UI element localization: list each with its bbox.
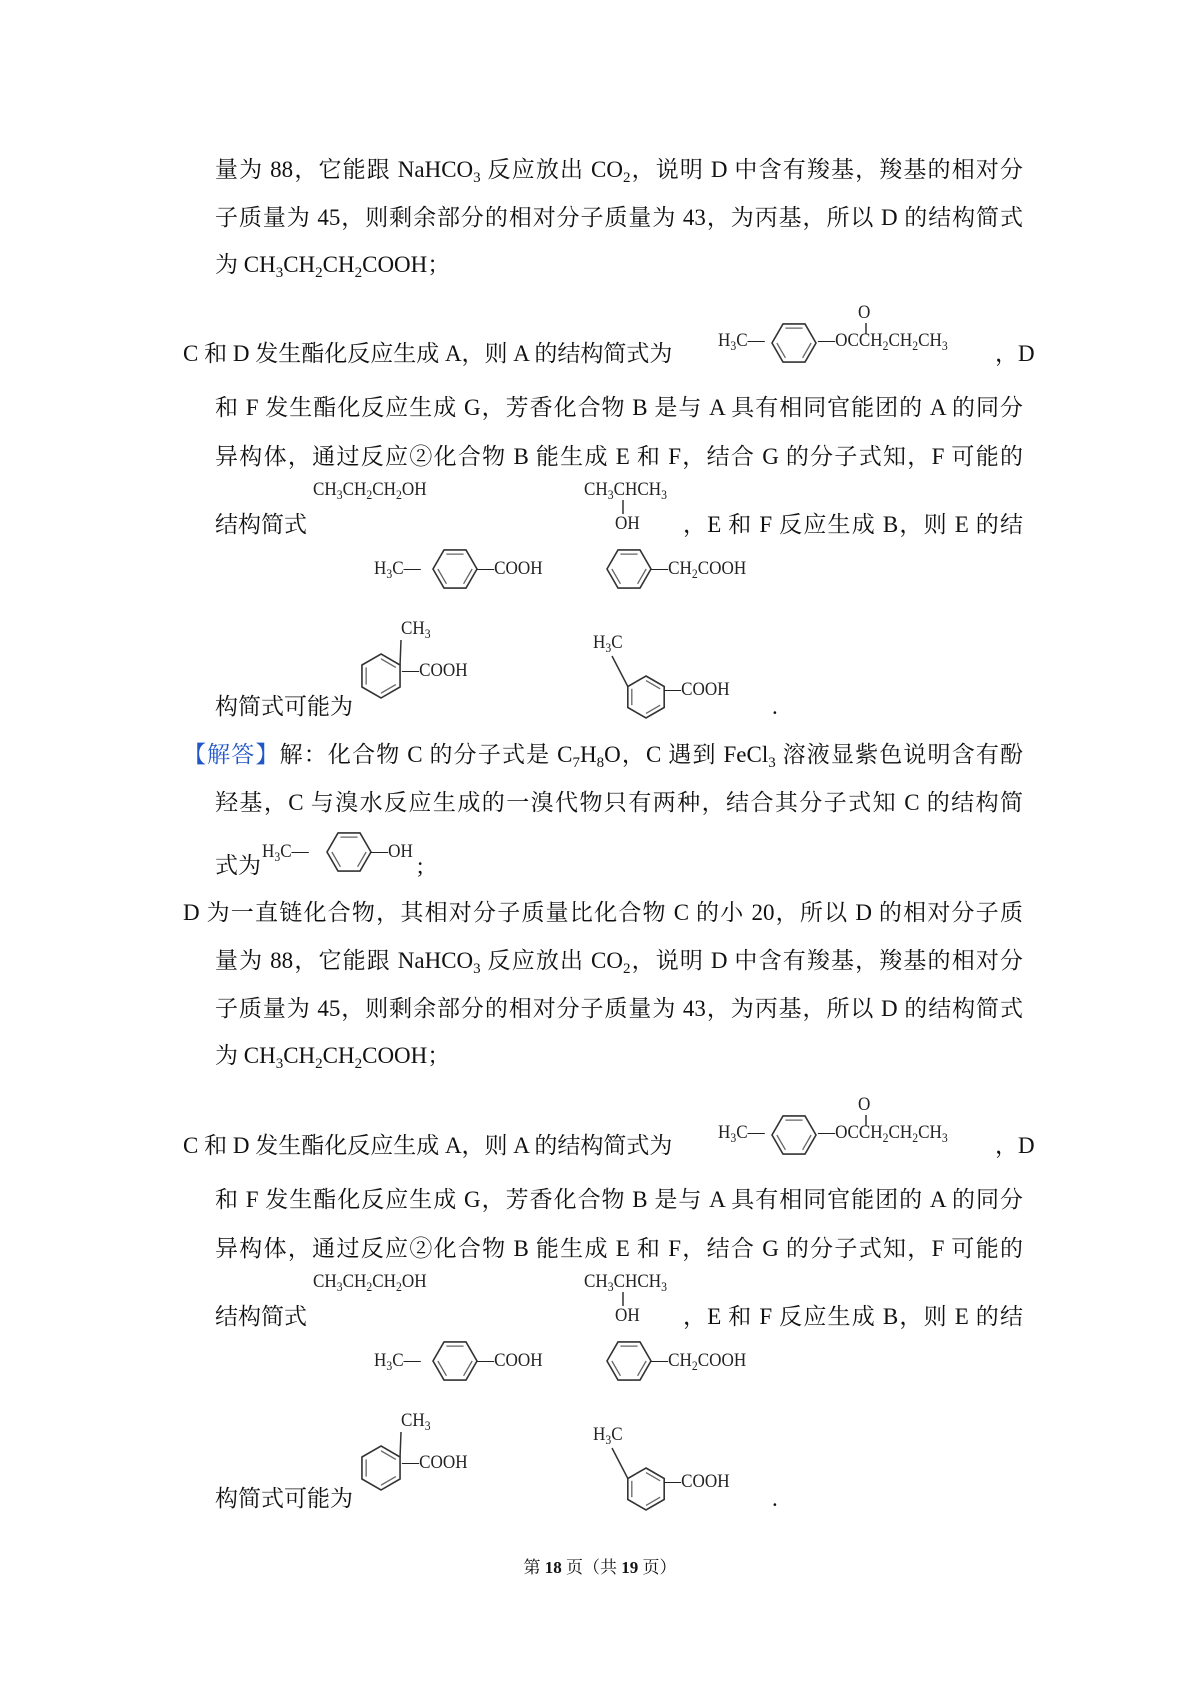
text-segment: H bbox=[718, 1122, 731, 1143]
benzene-ring-icon bbox=[327, 833, 371, 871]
text-segment: CH bbox=[313, 1271, 337, 1292]
text-segment: CH bbox=[283, 252, 316, 277]
benzene-ring-icon bbox=[362, 1446, 400, 1490]
answer-line bbox=[417, 851, 423, 881]
structure-e4-cooh bbox=[664, 679, 730, 701]
subscript: 2 bbox=[882, 1130, 889, 1145]
text-segment: OH bbox=[615, 1305, 640, 1326]
paragraph-line bbox=[215, 1302, 307, 1332]
text-segment: 和 F 发生酯化反应生成 G，芳香化合物 B 是与 A 具有相同官能团的 A 的同分 bbox=[215, 1187, 1023, 1212]
structure-f-propanol bbox=[313, 1271, 427, 1293]
double-bond-line bbox=[381, 685, 396, 694]
text-segment: H bbox=[374, 558, 387, 579]
subscript: 7 bbox=[572, 755, 581, 771]
paragraph-line bbox=[215, 393, 1023, 423]
structure-e3-cooh bbox=[402, 1452, 468, 1474]
structure-f-isopropanol bbox=[584, 479, 667, 501]
subscript: 3 bbox=[607, 1279, 614, 1294]
text-segment: H bbox=[374, 1350, 387, 1371]
subscript: 3 bbox=[336, 1279, 343, 1294]
paragraph-line bbox=[183, 898, 1023, 928]
text-segment: COOH bbox=[697, 1350, 747, 1371]
paragraph-line bbox=[683, 1302, 1023, 1332]
subscript: 3 bbox=[768, 755, 776, 771]
paragraph-line bbox=[215, 442, 1023, 472]
double-bond-line bbox=[358, 852, 367, 867]
paragraph-line bbox=[215, 994, 1023, 1024]
text-segment: —CH bbox=[651, 1350, 692, 1371]
paragraph-line bbox=[995, 1131, 1035, 1161]
bond-line bbox=[400, 1432, 401, 1457]
subscript: 2 bbox=[395, 487, 402, 502]
text-segment: ; bbox=[417, 853, 424, 878]
text-segment: COOH； bbox=[362, 1043, 451, 1068]
double-bond-line bbox=[381, 1477, 396, 1486]
double-bond-line bbox=[438, 1361, 447, 1376]
double-bond-line bbox=[612, 569, 621, 584]
text-segment: CH bbox=[322, 252, 355, 277]
page-number: 19 bbox=[621, 1558, 639, 1577]
subscript: 8 bbox=[596, 755, 605, 771]
structure-e4-methyl bbox=[593, 632, 623, 654]
text-segment: CH bbox=[322, 1043, 355, 1068]
structure-e1-methyl bbox=[374, 1350, 421, 1372]
text-segment: C 和 D 发生酯化反应生成 A，则 A 的结构简式为 bbox=[183, 341, 673, 366]
text-segment: OH bbox=[401, 1271, 427, 1292]
paragraph-line bbox=[995, 339, 1035, 369]
benzene-ring-icon bbox=[433, 550, 477, 588]
double-bond-line bbox=[646, 681, 660, 689]
subscript: 2 bbox=[354, 1056, 363, 1072]
paragraph-line bbox=[772, 692, 778, 722]
subscript: 2 bbox=[691, 1358, 698, 1373]
page-number: 18 bbox=[544, 1558, 562, 1577]
double-bond-line bbox=[464, 1361, 473, 1376]
structure-e1-cooh bbox=[477, 558, 543, 580]
structure-c-methyl bbox=[262, 841, 309, 863]
paragraph-line bbox=[215, 692, 353, 722]
text-segment: ，E 和 F 反应生成 B，则 E 的结 bbox=[683, 512, 1023, 537]
text-segment: CH bbox=[372, 479, 396, 500]
bond-line bbox=[400, 640, 401, 665]
subscript: 2 bbox=[315, 265, 323, 281]
text-segment: . bbox=[772, 694, 778, 719]
text-segment: —COOH bbox=[402, 1452, 468, 1473]
text-segment: ，D bbox=[995, 341, 1035, 366]
structure-e1-methyl bbox=[374, 558, 421, 580]
text-segment: . bbox=[772, 1486, 778, 1511]
structure-a-ester-chain bbox=[818, 1122, 948, 1144]
text-segment: 反应放出 CO bbox=[480, 157, 623, 182]
answer-line bbox=[215, 788, 1023, 818]
subscript: 3 bbox=[424, 1418, 431, 1433]
text-segment: —COOH bbox=[664, 679, 730, 700]
text-segment: 构简式可能为 bbox=[215, 694, 353, 719]
text-segment: CH bbox=[888, 1122, 913, 1143]
paragraph-line bbox=[215, 1041, 450, 1071]
text-segment: H bbox=[262, 841, 275, 862]
structure-a-methyl bbox=[718, 330, 765, 352]
text-segment: COOH bbox=[697, 558, 747, 579]
structure-e3-methyl bbox=[401, 618, 431, 640]
subscript: 3 bbox=[605, 1432, 612, 1447]
double-bond-line bbox=[803, 1135, 812, 1150]
text-segment: 解：化合物 C 的分子式是 C bbox=[279, 742, 573, 767]
text-segment: ，E 和 F 反应生成 B，则 E 的结 bbox=[683, 1304, 1023, 1329]
text-segment: 结构简式 bbox=[215, 512, 307, 537]
footer-text: 页） bbox=[638, 1558, 677, 1577]
text-segment: CH bbox=[313, 479, 337, 500]
structure-a-methyl bbox=[718, 1122, 765, 1144]
paragraph-line bbox=[215, 250, 450, 280]
benzene-ring-icon bbox=[433, 1342, 477, 1380]
subscript: 3 bbox=[275, 265, 284, 281]
bond-line bbox=[612, 1448, 628, 1479]
structure-f-propanol bbox=[313, 479, 427, 501]
paragraph-line bbox=[183, 339, 672, 369]
text-segment: CHCH bbox=[613, 1271, 662, 1292]
text-segment: —OCCH bbox=[818, 330, 883, 351]
text-segment: C— bbox=[736, 1122, 765, 1143]
text-segment: ，说明 D 中含有羧基，羧基的相对分 bbox=[630, 157, 1023, 182]
text-segment: CH bbox=[342, 1271, 367, 1292]
text-segment: CH bbox=[584, 479, 608, 500]
structure-e2-ch2cooh bbox=[651, 1350, 746, 1372]
text-segment: —OCCH bbox=[818, 1122, 883, 1143]
text-segment: C— bbox=[736, 330, 765, 351]
structure-a-carbonyl-oxygen bbox=[858, 302, 870, 324]
text-segment: 和 F 发生酯化反应生成 G，芳香化合物 B 是与 A 具有相同官能团的 A 的同分 bbox=[215, 395, 1023, 420]
page-footer bbox=[0, 1553, 1200, 1578]
subscript: 3 bbox=[941, 338, 948, 353]
double-bond-line bbox=[381, 659, 396, 668]
subscript: 2 bbox=[912, 338, 919, 353]
text-segment: 子质量为 45，则剩余部分的相对分子质量为 43，为丙基，所以 D 的结构简式 bbox=[215, 205, 1023, 230]
subscript: 3 bbox=[336, 487, 343, 502]
text-segment: CH bbox=[283, 1043, 316, 1068]
text-segment: C— bbox=[280, 841, 309, 862]
text-segment: 式为 bbox=[215, 853, 261, 878]
structure-e2-ch2cooh bbox=[651, 558, 746, 580]
structure-a-ester-chain bbox=[818, 330, 948, 352]
subscript: 2 bbox=[912, 1130, 919, 1145]
structure-f-isopropanol-oh bbox=[615, 513, 640, 535]
text-segment: O bbox=[858, 302, 871, 323]
structure-c-hydroxyl bbox=[371, 841, 413, 863]
bond-line bbox=[612, 656, 628, 687]
paragraph-line bbox=[183, 1131, 672, 1161]
subscript: 3 bbox=[661, 1279, 667, 1294]
subscript: 2 bbox=[691, 566, 698, 581]
structure-e3-cooh bbox=[402, 660, 468, 682]
double-bond-line bbox=[638, 569, 647, 584]
text-segment: CH bbox=[401, 1410, 425, 1431]
text-segment: 为 CH bbox=[215, 1043, 276, 1068]
double-bond-line bbox=[646, 1497, 660, 1505]
text-segment: —COOH bbox=[477, 558, 543, 579]
double-bond-line bbox=[777, 1135, 786, 1150]
subscript: 3 bbox=[941, 1130, 948, 1145]
structure-f-isopropanol bbox=[584, 1271, 667, 1293]
subscript: 3 bbox=[275, 1056, 284, 1072]
double-bond-line bbox=[464, 569, 473, 584]
text-segment: —COOH bbox=[477, 1350, 543, 1371]
text-segment: H bbox=[593, 632, 606, 653]
footer-text: 页（共 bbox=[561, 1558, 622, 1577]
text-segment: ，说明 D 中含有羧基，羧基的相对分 bbox=[630, 948, 1023, 973]
subscript: 3 bbox=[424, 626, 431, 641]
text-segment: COOH； bbox=[362, 252, 451, 277]
subscript: 2 bbox=[354, 265, 363, 281]
structure-e4-methyl bbox=[593, 1424, 623, 1446]
benzene-ring-icon bbox=[772, 1116, 816, 1154]
subscript: 3 bbox=[473, 170, 481, 186]
benzene-ring-icon bbox=[628, 1468, 664, 1510]
footer-text: 第 bbox=[523, 1558, 545, 1577]
text-segment: 构简式可能为 bbox=[215, 1486, 353, 1511]
structure-e4-cooh bbox=[664, 1471, 730, 1493]
benzene-ring-icon bbox=[362, 654, 400, 698]
subscript: 2 bbox=[882, 338, 889, 353]
text-segment: CH bbox=[584, 1271, 608, 1292]
benzene-ring-icon bbox=[628, 676, 664, 718]
text-segment: C— bbox=[392, 558, 421, 579]
subscript: 2 bbox=[366, 487, 373, 502]
double-bond-line bbox=[381, 1451, 396, 1460]
answer-line bbox=[183, 740, 1023, 770]
benzene-ring-icon bbox=[607, 550, 651, 588]
paragraph-line bbox=[215, 1234, 1023, 1264]
text-segment: 反应放出 CO bbox=[480, 948, 623, 973]
text-segment: C bbox=[611, 632, 623, 653]
paragraph-line bbox=[215, 203, 1023, 233]
text-segment: OH bbox=[401, 479, 427, 500]
double-bond-line bbox=[638, 1361, 647, 1376]
structure-f-isopropanol-oh bbox=[615, 1305, 640, 1327]
text-segment: O bbox=[858, 1094, 871, 1115]
text-segment: 量为 88，它能跟 NaHCO bbox=[215, 157, 474, 182]
paragraph-line bbox=[215, 946, 1023, 976]
text-segment: CH bbox=[372, 1271, 396, 1292]
text-segment: 量为 88，它能跟 NaHCO bbox=[215, 948, 474, 973]
structure-e1-cooh bbox=[477, 1350, 543, 1372]
paragraph-line bbox=[215, 1484, 353, 1514]
benzene-ring-icon bbox=[607, 1342, 651, 1380]
double-bond-line bbox=[332, 852, 341, 867]
text-segment: CH bbox=[342, 479, 367, 500]
text-segment: 为 CH bbox=[215, 252, 276, 277]
subscript: 3 bbox=[607, 487, 614, 502]
paragraph-line bbox=[215, 155, 1023, 185]
answer-tag: 【解答】 bbox=[183, 742, 280, 767]
text-segment: 羟基，C 与溴水反应生成的一溴代物只有两种，结合其分子式知 C 的结构简 bbox=[215, 790, 1023, 815]
paragraph-line bbox=[215, 1185, 1023, 1215]
subscript: 3 bbox=[386, 566, 393, 581]
text-segment: CH bbox=[918, 1122, 942, 1143]
text-segment: CH bbox=[401, 618, 425, 639]
structure-a-carbonyl-oxygen bbox=[858, 1094, 870, 1116]
text-segment: —COOH bbox=[402, 660, 468, 681]
text-segment: OH bbox=[615, 513, 640, 534]
subscript: 2 bbox=[366, 1279, 373, 1294]
subscript: 3 bbox=[274, 849, 281, 864]
double-bond-line bbox=[646, 1473, 660, 1481]
structure-e3-methyl bbox=[401, 1410, 431, 1432]
benzene-ring-icon bbox=[772, 324, 816, 362]
subscript: 3 bbox=[386, 1358, 393, 1373]
subscript: 3 bbox=[605, 640, 612, 655]
text-segment: O，C 遇到 FeCl bbox=[604, 742, 769, 767]
text-segment: CHCH bbox=[613, 479, 662, 500]
subscript: 2 bbox=[395, 1279, 402, 1294]
text-segment: CH bbox=[888, 330, 913, 351]
subscript: 2 bbox=[622, 170, 631, 186]
subscript: 3 bbox=[473, 961, 481, 977]
text-segment: CH bbox=[918, 330, 942, 351]
subscript: 3 bbox=[730, 1130, 737, 1145]
text-segment: C bbox=[611, 1424, 623, 1445]
answer-line bbox=[215, 851, 261, 881]
text-segment: C 和 D 发生酯化反应生成 A，则 A 的结构简式为 bbox=[183, 1133, 673, 1158]
text-segment: 异构体，通过反应②化合物 B 能生成 E 和 F，结合 G 的分子式知，F 可能的 bbox=[215, 1236, 1023, 1261]
subscript: 3 bbox=[661, 487, 667, 502]
double-bond-line bbox=[777, 343, 786, 358]
subscript: 2 bbox=[622, 961, 631, 977]
paragraph-line bbox=[683, 510, 1023, 540]
subscript: 2 bbox=[315, 1056, 323, 1072]
text-segment: —COOH bbox=[664, 1471, 730, 1492]
text-segment: H bbox=[718, 330, 731, 351]
text-segment: 溶液显紫色说明含有酚 bbox=[775, 742, 1023, 767]
subscript: 3 bbox=[730, 338, 737, 353]
paragraph-line bbox=[772, 1484, 778, 1514]
double-bond-line bbox=[803, 343, 812, 358]
double-bond-line bbox=[612, 1361, 621, 1376]
text-segment: —OH bbox=[371, 841, 413, 862]
text-segment: C— bbox=[392, 1350, 421, 1371]
double-bond-line bbox=[438, 569, 447, 584]
text-segment: 异构体，通过反应②化合物 B 能生成 E 和 F，结合 G 的分子式知，F 可能的 bbox=[215, 444, 1023, 469]
text-segment: 子质量为 45，则剩余部分的相对分子质量为 43，为丙基，所以 D 的结构简式 bbox=[215, 996, 1023, 1021]
text-segment: —CH bbox=[651, 558, 692, 579]
text-segment: ，D bbox=[995, 1133, 1035, 1158]
text-segment: 结构简式 bbox=[215, 1304, 307, 1329]
text-segment: H bbox=[593, 1424, 606, 1445]
text-segment: D 为一直链化合物，其相对分子质量比化合物 C 的小 20，所以 D 的相对分子质 bbox=[183, 900, 1023, 925]
double-bond-line bbox=[646, 705, 660, 713]
paragraph-line bbox=[215, 510, 307, 540]
text-segment: H bbox=[580, 742, 597, 767]
